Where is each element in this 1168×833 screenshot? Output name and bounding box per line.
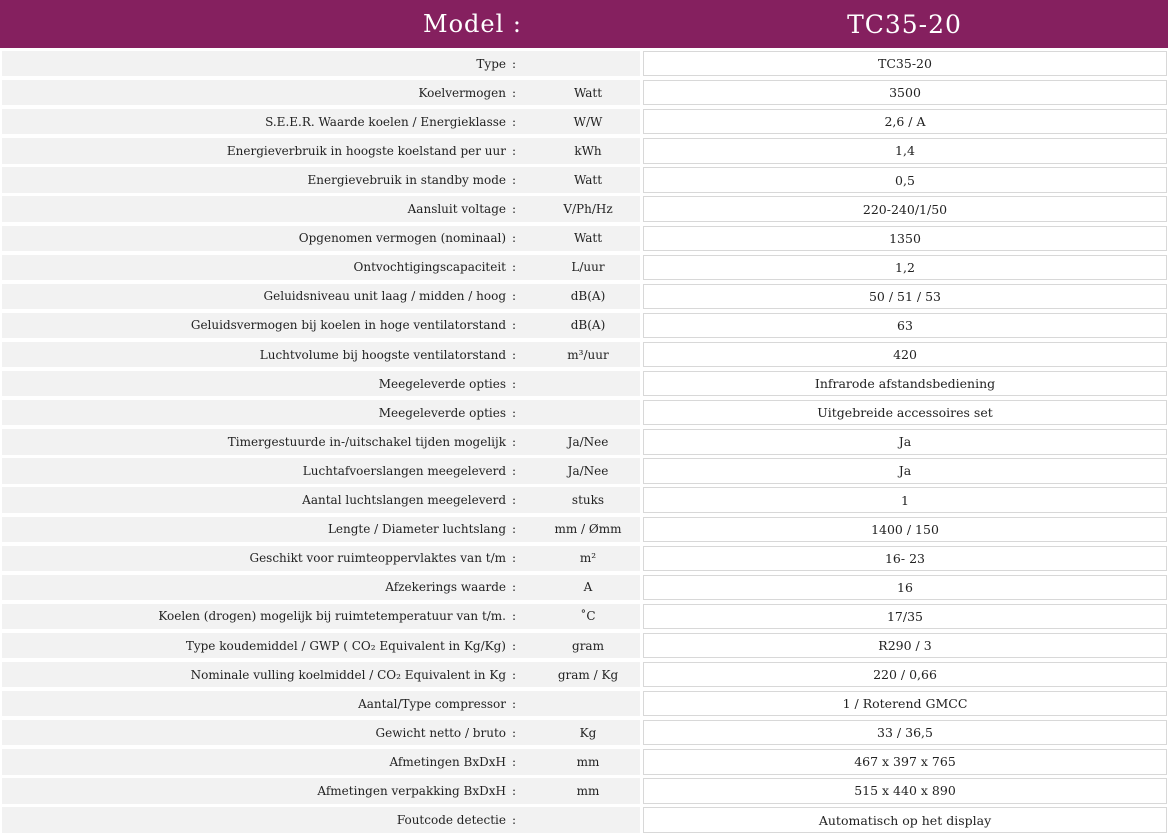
spec-row (0, 342, 1168, 367)
spec-label: Foutcode detectie (396, 813, 506, 828)
spec-label: Geschikt voor ruimteoppervlaktes van t/m (249, 551, 506, 566)
spec-label-cell (2, 749, 640, 774)
spec-label: Koelen (drogen) mogelijk bij ruimtetemperatuur van t/m. (158, 609, 506, 624)
spec-colon: : (512, 493, 517, 508)
spec-unit: ˚C (580, 609, 596, 624)
spec-label-cell (2, 80, 640, 105)
spec-unit: mm (576, 783, 600, 798)
spec-label: Ontvochtigingscapaciteit (353, 260, 506, 275)
spec-label: Type (476, 56, 506, 71)
spec-unit: A (583, 580, 593, 595)
spec-value: R290 / 3 (643, 633, 1167, 658)
spec-value: Uitgebreide accessoires set (643, 400, 1167, 425)
spec-row (0, 487, 1168, 512)
spec-label-cell (2, 400, 640, 425)
spec-unit: m² (579, 551, 597, 566)
spec-colon: : (512, 318, 517, 333)
spec-colon: : (512, 725, 517, 740)
spec-label-cell (2, 458, 640, 483)
spec-colon: : (512, 813, 517, 828)
spec-row (0, 778, 1168, 803)
spec-unit: mm / Ømm (554, 522, 622, 537)
spec-row (0, 371, 1168, 396)
spec-value: 17/35 (643, 604, 1167, 629)
spec-row (0, 226, 1168, 251)
spec-colon: : (512, 522, 517, 537)
spec-label: Opgenomen vermogen (nominaal) (298, 231, 506, 246)
spec-label: Nominale vulling koelmiddel / CO₂ Equivalent in Kg (190, 667, 506, 682)
spec-row (0, 400, 1168, 425)
spec-colon: : (512, 347, 517, 362)
spec-row (0, 575, 1168, 600)
spec-row (0, 662, 1168, 687)
spec-table (0, 48, 1168, 833)
spec-label-cell (2, 138, 640, 163)
spec-label: Meegeleverde opties (378, 376, 506, 391)
spec-value: 3500 (643, 80, 1167, 105)
spec-row (0, 255, 1168, 280)
spec-colon: : (512, 173, 517, 188)
spec-unit: gram / Kg (557, 667, 619, 682)
spec-label: Afzekerings waarde (385, 580, 506, 595)
spec-label-cell (2, 371, 640, 396)
spec-label-cell (2, 196, 640, 221)
spec-value: 1,4 (643, 138, 1167, 163)
spec-unit (538, 807, 638, 832)
spec-unit (538, 400, 638, 425)
spec-label: Energievebruik in standby mode (307, 173, 506, 188)
spec-row (0, 458, 1168, 483)
spec-unit: Ja/Nee (567, 463, 609, 478)
spec-label: Aansluit voltage (407, 202, 506, 217)
spec-value: TC35-20 (643, 51, 1167, 76)
spec-row (0, 807, 1168, 832)
spec-label-cell (2, 691, 640, 716)
spec-label-cell (2, 662, 640, 687)
spec-value: Automatisch op het display (643, 807, 1167, 832)
spec-label-cell (2, 226, 640, 251)
spec-colon: : (512, 376, 517, 391)
spec-label-cell (2, 109, 640, 134)
spec-label: Koelvermogen (418, 85, 506, 100)
spec-row (0, 80, 1168, 105)
spec-value: 515 x 440 x 890 (643, 778, 1167, 803)
spec-colon: : (512, 260, 517, 275)
spec-label: Geluidsvermogen bij koelen in hoge ventilatorstand (190, 318, 506, 333)
spec-row (0, 517, 1168, 542)
spec-label-cell (2, 429, 640, 454)
spec-colon: : (512, 405, 517, 420)
spec-value: 50 / 51 / 53 (643, 284, 1167, 309)
spec-row (0, 109, 1168, 134)
spec-unit (538, 371, 638, 396)
spec-value: 16 (643, 575, 1167, 600)
spec-value: 16- 23 (643, 546, 1167, 571)
spec-colon: : (512, 580, 517, 595)
spec-row (0, 196, 1168, 221)
spec-label: Luchtafvoerslangen meegeleverd (302, 463, 506, 478)
spec-label: Meegeleverde opties (378, 405, 506, 420)
spec-row (0, 313, 1168, 338)
spec-label-cell (2, 604, 640, 629)
spec-label-cell (2, 51, 640, 76)
model-label: Model : (423, 10, 522, 38)
spec-label-cell (2, 633, 640, 658)
spec-colon: : (512, 754, 517, 769)
spec-label: Aantal/Type compressor (358, 696, 506, 711)
spec-unit: Watt (573, 85, 603, 100)
spec-value: 33 / 36,5 (643, 720, 1167, 745)
spec-unit: kWh (574, 143, 602, 158)
spec-label-cell (2, 720, 640, 745)
spec-row (0, 138, 1168, 163)
spec-colon: : (512, 202, 517, 217)
spec-row (0, 167, 1168, 192)
spec-label-cell (2, 284, 640, 309)
spec-label: Timergestuurde in-/uitschakel tijden mogelijk (227, 434, 506, 449)
spec-colon: : (512, 434, 517, 449)
spec-colon: : (512, 783, 517, 798)
spec-colon: : (512, 638, 517, 653)
spec-label-cell (2, 342, 640, 367)
spec-colon: : (512, 289, 517, 304)
spec-value: 63 (643, 313, 1167, 338)
spec-row (0, 691, 1168, 716)
spec-colon: : (512, 696, 517, 711)
spec-label: Geluidsniveau unit laag / midden / hoog (263, 289, 506, 304)
spec-value: 420 (643, 342, 1167, 367)
spec-header (0, 0, 1168, 48)
spec-colon: : (512, 56, 517, 71)
spec-value: Ja (643, 458, 1167, 483)
spec-label: Luchtvolume bij hoogste ventilatorstand (259, 347, 506, 362)
spec-row (0, 51, 1168, 76)
spec-unit: gram (572, 638, 604, 653)
spec-unit: stuks (571, 493, 605, 508)
spec-unit: Watt (573, 173, 603, 188)
spec-unit: dB(A) (570, 318, 606, 333)
spec-label-cell (2, 255, 640, 280)
spec-unit: Kg (579, 725, 597, 740)
spec-row (0, 633, 1168, 658)
spec-label: Gewicht netto / bruto (375, 725, 506, 740)
spec-row (0, 284, 1168, 309)
spec-label: Lengte / Diameter luchtslang (327, 522, 506, 537)
spec-unit: L/uur (571, 260, 605, 275)
model-value: TC35-20 (847, 9, 962, 39)
spec-row (0, 429, 1168, 454)
spec-label: Aantal luchtslangen meegeleverd (302, 493, 506, 508)
spec-label-cell (2, 517, 640, 542)
spec-label-cell (2, 487, 640, 512)
spec-unit (538, 51, 638, 76)
spec-colon: : (512, 551, 517, 566)
spec-row (0, 749, 1168, 774)
spec-unit (538, 691, 638, 716)
spec-value: 1,2 (643, 255, 1167, 280)
spec-value: Ja (643, 429, 1167, 454)
spec-colon: : (512, 231, 517, 246)
spec-value: Infrarode afstandsbediening (643, 371, 1167, 396)
spec-value: 1 (643, 487, 1167, 512)
spec-value: 1 / Roterend GMCC (643, 691, 1167, 716)
spec-unit: mm (576, 754, 600, 769)
spec-colon: : (512, 143, 517, 158)
spec-label: Afmetingen verpakking BxDxH (317, 783, 506, 798)
spec-colon: : (512, 114, 517, 129)
spec-colon: : (512, 609, 517, 624)
spec-value: 467 x 397 x 765 (643, 749, 1167, 774)
spec-colon: : (512, 85, 517, 100)
spec-unit: dB(A) (570, 289, 606, 304)
spec-unit: Ja/Nee (567, 434, 609, 449)
spec-label-cell (2, 313, 640, 338)
spec-label: Energieverbruik in hoogste koelstand per uur (226, 143, 506, 158)
spec-value: 220-240/1/50 (643, 196, 1167, 221)
spec-label-cell (2, 575, 640, 600)
spec-label-cell (2, 167, 640, 192)
spec-unit: V/Ph/Hz (563, 202, 613, 217)
spec-label-cell (2, 778, 640, 803)
spec-label: Type koudemiddel / GWP ( CO₂ Equivalent in Kg/Kg) (185, 638, 506, 653)
spec-value: 1400 / 150 (643, 517, 1167, 542)
spec-value: 220 / 0,66 (643, 662, 1167, 687)
spec-value: 2,6 / A (643, 109, 1167, 134)
spec-colon: : (512, 667, 517, 682)
spec-colon: : (512, 463, 517, 478)
spec-unit: m³/uur (567, 347, 609, 362)
spec-label-cell (2, 546, 640, 571)
spec-row (0, 604, 1168, 629)
spec-unit: W/W (573, 114, 603, 129)
spec-row (0, 546, 1168, 571)
spec-label: S.E.E.R. Waarde koelen / Energieklasse (265, 114, 506, 129)
spec-value: 1350 (643, 226, 1167, 251)
spec-unit: Watt (573, 231, 603, 246)
spec-label-cell (2, 807, 640, 832)
spec-label: Afmetingen BxDxH (389, 754, 506, 769)
spec-value: 0,5 (643, 167, 1167, 192)
spec-row (0, 720, 1168, 745)
